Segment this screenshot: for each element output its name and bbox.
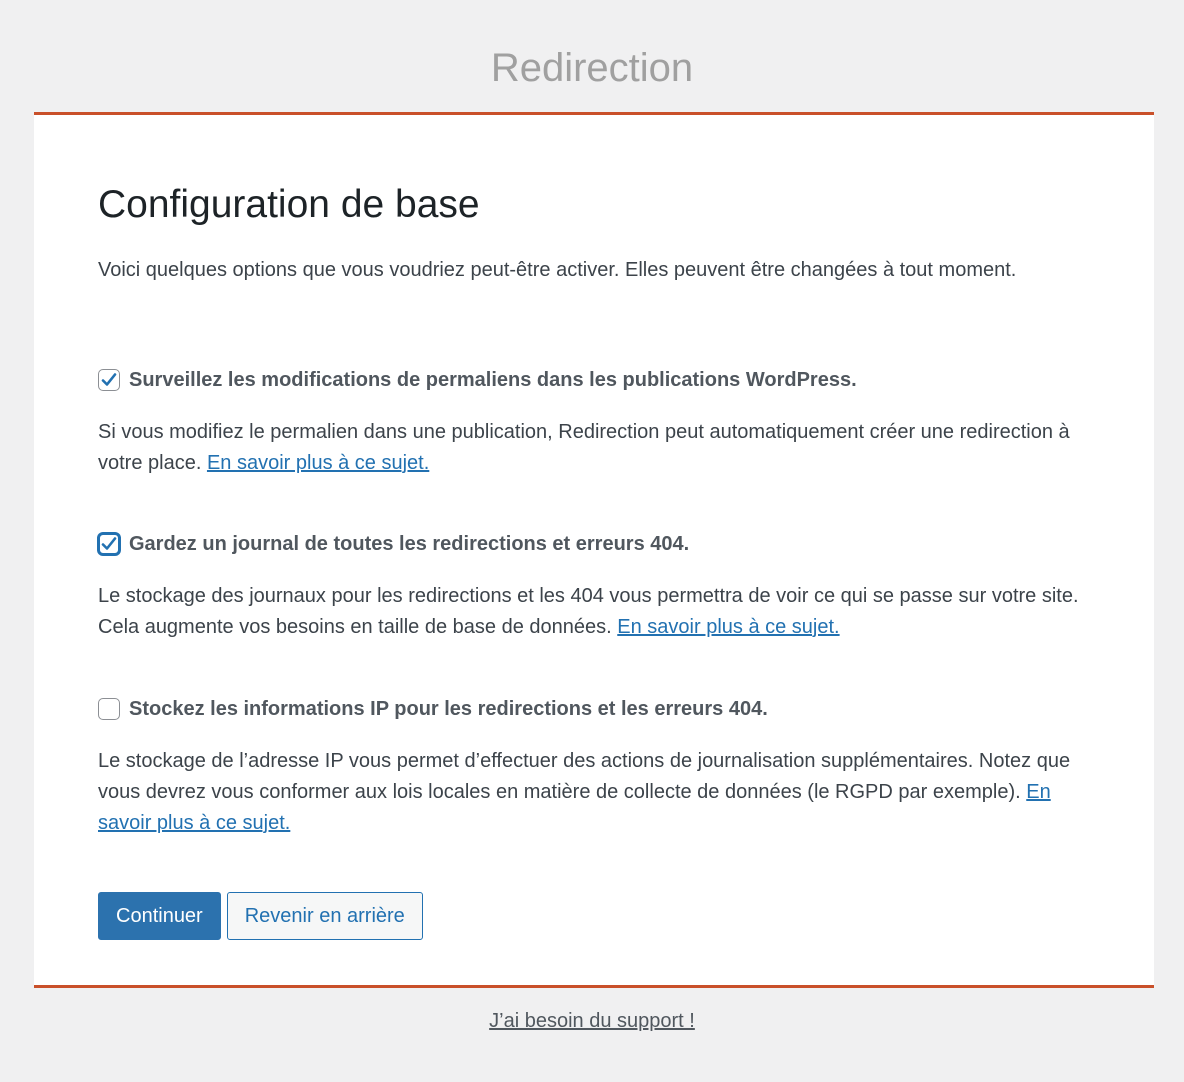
option-description: Le stockage des journaux pour les redirections et les 404 vous permettra de voir ce qui se passe sur votre site. Cela augmente vos besoins en taille de base de données. En savoir plus à ce sujet. — [98, 585, 1079, 638]
checkmark-icon — [101, 537, 117, 551]
intro-text: Voici quelques options que vous voudriez peut-être activer. Elles peuvent être changées à tout moment. — [98, 259, 1017, 281]
continue-button[interactable]: Continuer — [98, 892, 221, 940]
setup-panel — [34, 112, 1154, 988]
option-label[interactable]: Gardez un journal de toutes les redirections et erreurs 404. — [98, 529, 1088, 559]
page-title: Configuration de base — [98, 183, 480, 226]
checkmark-icon — [101, 373, 117, 387]
button-row — [98, 892, 423, 940]
checkbox-logs[interactable] — [98, 533, 120, 555]
option-description: Le stockage de l’adresse IP vous permet d’effectuer des actions de journalisation supplémentaires. Notez que vous devrez vous conformer aux lois locales en matière de collecte de données (le RGPD par exemple). En savoir plus à ce sujet. — [98, 750, 1071, 834]
checkbox-monitor[interactable] — [98, 369, 120, 391]
option-description: Si vous modifiez le permalien dans une publication, Redirection peut automatiquement créer une redirection à votre place. En savoir plus à ce sujet. — [98, 421, 1070, 474]
learn-more-link[interactable]: En savoir plus à ce sujet. — [98, 781, 1051, 834]
option-monitor-permalinks — [98, 365, 1088, 479]
option-label[interactable]: Stockez les informations IP pour les redirections et les erreurs 404. — [98, 694, 1088, 724]
learn-more-link[interactable]: En savoir plus à ce sujet. — [206, 452, 430, 474]
support-link[interactable]: J’ai besoin du support ! — [489, 1010, 695, 1032]
back-button[interactable]: Revenir en arrière — [227, 892, 423, 940]
option-store-ip — [98, 694, 1088, 839]
option-label[interactable]: Surveillez les modifications de permaliens dans les publications WordPress. — [98, 365, 1088, 395]
support-footer — [0, 1010, 1184, 1033]
learn-more-link[interactable]: En savoir plus à ce sujet. — [617, 616, 840, 638]
site-title: Redirection — [490, 46, 694, 90]
checkbox-ip[interactable] — [98, 698, 120, 720]
option-keep-logs — [98, 529, 1088, 643]
